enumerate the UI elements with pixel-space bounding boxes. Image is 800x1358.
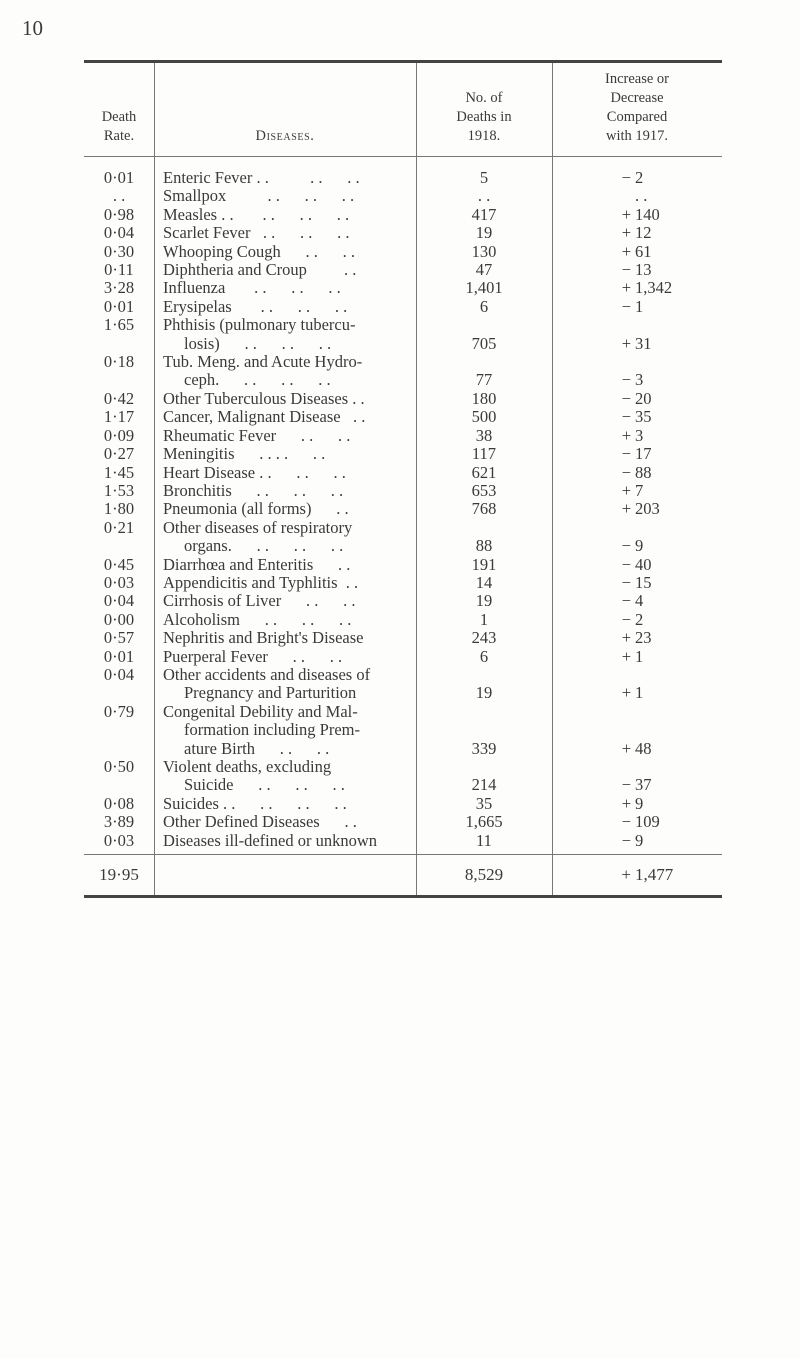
change-sign: + — [621, 333, 631, 353]
death-rate-table — [84, 60, 722, 898]
change-value: 4 — [635, 591, 644, 611]
death-rate-cell: 0·03 — [103, 830, 135, 850]
disease-name-line: Measles . . . . . . . . — [163, 204, 350, 224]
disease-name-line: Violent deaths, excluding — [163, 757, 332, 776]
change-sign: + — [621, 223, 631, 243]
disease-name-cell — [154, 187, 416, 205]
change-value: 13 — [635, 260, 652, 280]
change-cell — [552, 556, 722, 574]
disease-name-line: Tub. Meng. and Acute Hydro- — [163, 352, 363, 372]
disease-name-cell — [154, 408, 416, 426]
deaths-cell: 14 — [475, 572, 493, 592]
disease-name-cell — [154, 795, 416, 813]
table-row — [84, 243, 722, 261]
deaths-cell: 621 — [471, 462, 497, 482]
disease-name-line: Cirrhosis of Liver . . . . — [163, 591, 356, 611]
death-rate-cell: 0·04 — [103, 223, 135, 243]
deaths-cell: 6 — [479, 646, 489, 666]
disease-name-line: Suicide . . . . . . — [184, 775, 345, 795]
change-value: 7 — [635, 480, 644, 500]
change-value: 1 — [635, 296, 644, 316]
table-row — [84, 795, 722, 813]
change-sign: − — [621, 554, 631, 574]
header-diseases: Diseases. — [255, 128, 315, 144]
change-sign: − — [621, 812, 631, 832]
header-change: Increase or Decrease Compared with 1917. — [605, 71, 669, 144]
table-body — [84, 157, 722, 850]
disease-name-line: Cancer, Malignant Disease . . — [163, 407, 366, 427]
table-row — [84, 298, 722, 316]
change-cell — [552, 298, 722, 316]
table-row — [84, 832, 722, 850]
change-value: 109 — [635, 812, 660, 832]
deaths-cell: 11 — [476, 830, 492, 850]
deaths-cell: 339 — [471, 738, 497, 758]
disease-name-cell — [154, 666, 416, 703]
death-rate-cell: 0·98 — [103, 204, 135, 224]
disease-name-line: ceph. . . . . . . — [184, 370, 331, 390]
change-value: 48 — [635, 738, 652, 758]
change-value: 1 — [635, 683, 644, 703]
change-cell — [552, 537, 722, 555]
death-rate-cell: 0·79 — [103, 701, 135, 721]
table-row — [84, 464, 722, 482]
change-sign: − — [621, 536, 631, 556]
change-value: 1,342 — [635, 278, 673, 298]
death-rate-cell: 0·18 — [103, 352, 135, 372]
change-value: 40 — [635, 554, 652, 574]
change-value: 2 — [635, 168, 644, 187]
disease-name-cell — [154, 482, 416, 500]
change-cell — [552, 279, 722, 297]
change-cell — [552, 335, 722, 353]
death-rate-cell: 0·50 — [103, 757, 135, 776]
disease-name-cell — [154, 427, 416, 445]
disease-name-cell — [154, 206, 416, 224]
change-sign: − — [621, 260, 631, 280]
disease-name-line: Suicides . . . . . . . . — [163, 793, 347, 813]
table-row — [84, 611, 722, 629]
table-row — [84, 224, 722, 242]
disease-name-line: Smallpox . . . . . . — [163, 186, 355, 206]
disease-name-line: Rheumatic Fever . . . . — [163, 425, 351, 445]
death-rate-cell: 0·45 — [103, 554, 135, 574]
change-cell — [552, 390, 722, 408]
deaths-cell: 1 — [479, 609, 489, 629]
change-cell — [552, 832, 722, 850]
change-sign: + — [621, 738, 631, 758]
change-cell — [552, 776, 722, 794]
table-row — [84, 666, 722, 703]
disease-name-cell — [154, 279, 416, 297]
disease-name-line: Other Tuberculous Diseases . . — [163, 388, 365, 408]
deaths-cell: 214 — [471, 775, 497, 795]
table-row — [84, 408, 722, 426]
disease-name-cell — [154, 500, 416, 518]
deaths-cell: 768 — [471, 499, 497, 519]
table-row — [84, 261, 722, 279]
disease-name-cell — [154, 298, 416, 316]
change-sign: + — [621, 425, 631, 445]
table-row — [84, 703, 722, 758]
disease-name-cell — [154, 224, 416, 242]
deaths-cell: 6 — [479, 296, 489, 316]
death-rate-cell: 0·01 — [103, 296, 135, 316]
deaths-cell: 243 — [471, 628, 497, 648]
deaths-cell: 5 — [479, 168, 489, 187]
change-sign: − — [621, 830, 631, 850]
change-value: 88 — [635, 462, 652, 482]
change-cell — [552, 371, 722, 389]
change-value: 20 — [635, 388, 652, 408]
change-value: 17 — [635, 444, 652, 464]
death-rate-cell: 1·65 — [103, 315, 135, 335]
disease-name-cell — [154, 316, 416, 353]
disease-name-line: formation including Prem- — [184, 720, 360, 740]
deaths-cell: 180 — [471, 388, 497, 408]
disease-name-line: Other diseases of respiratory — [163, 517, 353, 537]
change-cell — [552, 629, 722, 647]
table-row — [84, 482, 722, 500]
death-rate-cell: 0·57 — [103, 628, 135, 648]
table-row — [84, 556, 722, 574]
death-rate-cell: 0·04 — [103, 591, 135, 611]
change-cell — [552, 592, 722, 610]
disease-name-cell — [154, 648, 416, 666]
header-death-rate: Death Rate. — [101, 109, 137, 144]
disease-name-line: Influenza . . . . . . — [163, 278, 341, 298]
change-sign: + — [621, 499, 631, 519]
change-value: 140 — [635, 204, 660, 224]
change-sign: − — [621, 296, 631, 316]
table-row — [84, 427, 722, 445]
change-value: 9 — [635, 536, 644, 556]
table-row — [84, 279, 722, 297]
deaths-cell: 19 — [475, 591, 493, 611]
table-row — [84, 813, 722, 831]
disease-name-line: Appendicitis and Typhlitis . . — [163, 572, 359, 592]
total-deaths: 8,529 — [464, 865, 504, 885]
change-cell — [552, 224, 722, 242]
change-value: 61 — [635, 241, 652, 261]
change-cell — [552, 611, 722, 629]
table-row — [84, 758, 722, 795]
disease-name-cell — [154, 611, 416, 629]
change-value: 31 — [635, 333, 652, 353]
table-row — [84, 574, 722, 592]
disease-name-cell — [154, 556, 416, 574]
death-rate-cell: 0·27 — [103, 444, 135, 464]
change-sign: − — [621, 462, 631, 482]
disease-name-cell — [154, 243, 416, 261]
disease-name-line: ature Birth . . . . — [184, 738, 330, 758]
death-rate-cell: 0·00 — [103, 609, 135, 629]
death-rate-cell: 1·17 — [103, 407, 135, 427]
change-sign: + — [621, 793, 631, 813]
disease-name-cell — [154, 574, 416, 592]
deaths-cell: 705 — [471, 333, 497, 353]
table-row — [84, 390, 722, 408]
deaths-cell: 191 — [471, 554, 497, 574]
death-rate-cell: 0·03 — [103, 572, 135, 592]
change-sign: + — [621, 646, 631, 666]
death-rate-cell: 0·08 — [103, 793, 135, 813]
total-rate: 19·95 — [99, 865, 139, 885]
death-rate-cell: . . — [112, 186, 126, 206]
change-cell — [552, 482, 722, 500]
table-row — [84, 169, 722, 187]
change-cell — [552, 740, 722, 758]
table-row — [84, 519, 722, 556]
change-value: 15 — [635, 572, 652, 592]
disease-name-cell — [154, 832, 416, 850]
disease-name-line: Congenital Debility and Mal- — [163, 701, 358, 721]
change-cell — [552, 243, 722, 261]
disease-name-line: Whooping Cough . . . . — [163, 241, 356, 261]
change-value: 3 — [635, 425, 644, 445]
table-row — [84, 316, 722, 353]
change-cell — [552, 795, 722, 813]
change-cell — [552, 169, 722, 187]
death-rate-cell: 0·11 — [104, 260, 134, 280]
disease-name-cell — [154, 445, 416, 463]
change-cell — [552, 408, 722, 426]
change-value: 9 — [635, 793, 644, 813]
table-row — [84, 648, 722, 666]
change-cell — [552, 648, 722, 666]
header-deaths: No. of Deaths in 1918. — [456, 90, 512, 144]
deaths-cell: 417 — [471, 204, 497, 224]
disease-name-cell — [154, 592, 416, 610]
disease-name-line: Meningitis . . . . . . — [163, 444, 326, 464]
change-cell — [552, 427, 722, 445]
change-sign: + — [621, 480, 631, 500]
deaths-cell: 38 — [475, 425, 493, 445]
disease-name-line: Alcoholism . . . . . . — [163, 609, 352, 629]
death-rate-cell: 0·21 — [103, 517, 135, 537]
disease-name-line: Bronchitis . . . . . . — [163, 480, 344, 500]
deaths-cell: 500 — [471, 407, 497, 427]
change-sign: − — [621, 370, 631, 390]
change-cell — [552, 187, 722, 205]
change-sign: + — [621, 628, 631, 648]
disease-name-cell — [154, 353, 416, 390]
change-sign: − — [621, 388, 631, 408]
disease-name-line: Erysipelas . . . . . . — [163, 296, 348, 316]
death-rate-cell: 3·89 — [103, 812, 135, 832]
death-rate-cell: 1·53 — [103, 480, 135, 500]
disease-name-cell — [154, 813, 416, 831]
disease-name-line: Puerperal Fever . . . . — [163, 646, 343, 666]
death-rate-cell: 0·01 — [103, 168, 135, 187]
disease-name-line: Pneumonia (all forms) . . — [163, 499, 349, 519]
change-value: . . — [635, 186, 648, 206]
death-rate-cell: 3·28 — [103, 278, 135, 298]
change-sign: − — [621, 609, 631, 629]
change-sign: − — [621, 444, 631, 464]
deaths-cell: 19 — [475, 683, 493, 703]
disease-name-line: losis) . . . . . . — [184, 333, 332, 353]
change-value: 2 — [635, 609, 644, 629]
disease-name-cell — [154, 464, 416, 482]
change-sign: + — [621, 204, 631, 224]
disease-name-cell — [154, 519, 416, 556]
deaths-cell: 130 — [471, 241, 497, 261]
change-sign: + — [621, 241, 631, 261]
table-row — [84, 187, 722, 205]
total-sign: + — [621, 865, 631, 885]
change-sign: − — [621, 407, 631, 427]
disease-name-cell — [154, 390, 416, 408]
change-cell — [552, 684, 722, 702]
table-row — [84, 206, 722, 224]
change-cell — [552, 500, 722, 518]
disease-name-cell — [154, 703, 416, 758]
death-rate-cell: 0·42 — [103, 388, 135, 408]
disease-name-line: Pregnancy and Parturition — [184, 683, 357, 703]
death-rate-cell: 1·45 — [103, 462, 135, 482]
change-cell — [552, 445, 722, 463]
disease-name-cell — [154, 758, 416, 795]
change-sign: − — [621, 572, 631, 592]
table-header — [84, 63, 722, 157]
deaths-cell: 653 — [471, 480, 497, 500]
disease-name-line: Other Defined Diseases . . — [163, 812, 357, 832]
death-rate-cell: 0·30 — [103, 241, 135, 261]
change-value: 203 — [635, 499, 660, 519]
table-row — [84, 592, 722, 610]
change-cell — [552, 464, 722, 482]
change-sign: + — [621, 278, 631, 298]
deaths-cell: 88 — [475, 536, 493, 556]
change-cell — [552, 206, 722, 224]
disease-name-line: Phthisis (pulmonary tubercu- — [163, 315, 356, 335]
death-rate-cell: 0·04 — [103, 664, 135, 684]
total-change: 1,477 — [635, 865, 674, 885]
deaths-cell: 117 — [471, 444, 497, 464]
change-value: 35 — [635, 407, 652, 427]
deaths-cell: 35 — [475, 793, 493, 813]
change-value: 37 — [635, 775, 652, 795]
change-sign: − — [621, 591, 631, 611]
disease-name-cell — [154, 629, 416, 647]
death-rate-cell: 0·01 — [103, 646, 135, 666]
deaths-cell: . . — [477, 186, 491, 206]
deaths-cell: 1,401 — [465, 278, 503, 298]
change-sign: − — [621, 775, 631, 795]
table-row — [84, 629, 722, 647]
change-sign: − — [621, 168, 631, 187]
change-value: 23 — [635, 628, 652, 648]
change-value: 9 — [635, 830, 644, 850]
disease-name-line: Other accidents and diseases of — [163, 664, 371, 684]
disease-name-line: Heart Disease . . . . . . — [163, 462, 346, 482]
change-cell — [552, 261, 722, 279]
death-rate-cell: 1·80 — [103, 499, 135, 519]
deaths-cell: 1,665 — [465, 812, 503, 832]
change-value: 3 — [635, 370, 644, 390]
change-sign — [552, 187, 635, 205]
table-row — [84, 353, 722, 390]
deaths-cell: 19 — [475, 223, 493, 243]
disease-name-cell — [154, 261, 416, 279]
disease-name-line: Diphtheria and Croup . . — [163, 260, 357, 280]
disease-name-line: Diarrhœa and Enteritis . . — [163, 554, 351, 574]
change-sign: + — [621, 683, 631, 703]
change-cell — [552, 574, 722, 592]
disease-name-cell — [154, 169, 416, 187]
disease-name-line: Enteric Fever . . . . . . — [163, 168, 360, 187]
change-value: 1 — [635, 646, 644, 666]
disease-name-line: Diseases ill-defined or unknown — [163, 830, 377, 850]
disease-name-line: Scarlet Fever . . . . . . — [163, 223, 350, 243]
totals-row — [84, 854, 722, 895]
disease-name-line: Nephritis and Bright's Disease — [163, 628, 364, 648]
deaths-cell: 77 — [475, 370, 493, 390]
disease-name-line: organs. . . . . . . — [184, 536, 344, 556]
table-row — [84, 445, 722, 463]
page-number: 10 — [22, 16, 43, 40]
change-cell — [552, 813, 722, 831]
table-row — [84, 500, 722, 518]
death-rate-cell: 0·09 — [103, 425, 135, 445]
deaths-cell: 47 — [475, 260, 493, 280]
change-value: 12 — [635, 223, 652, 243]
